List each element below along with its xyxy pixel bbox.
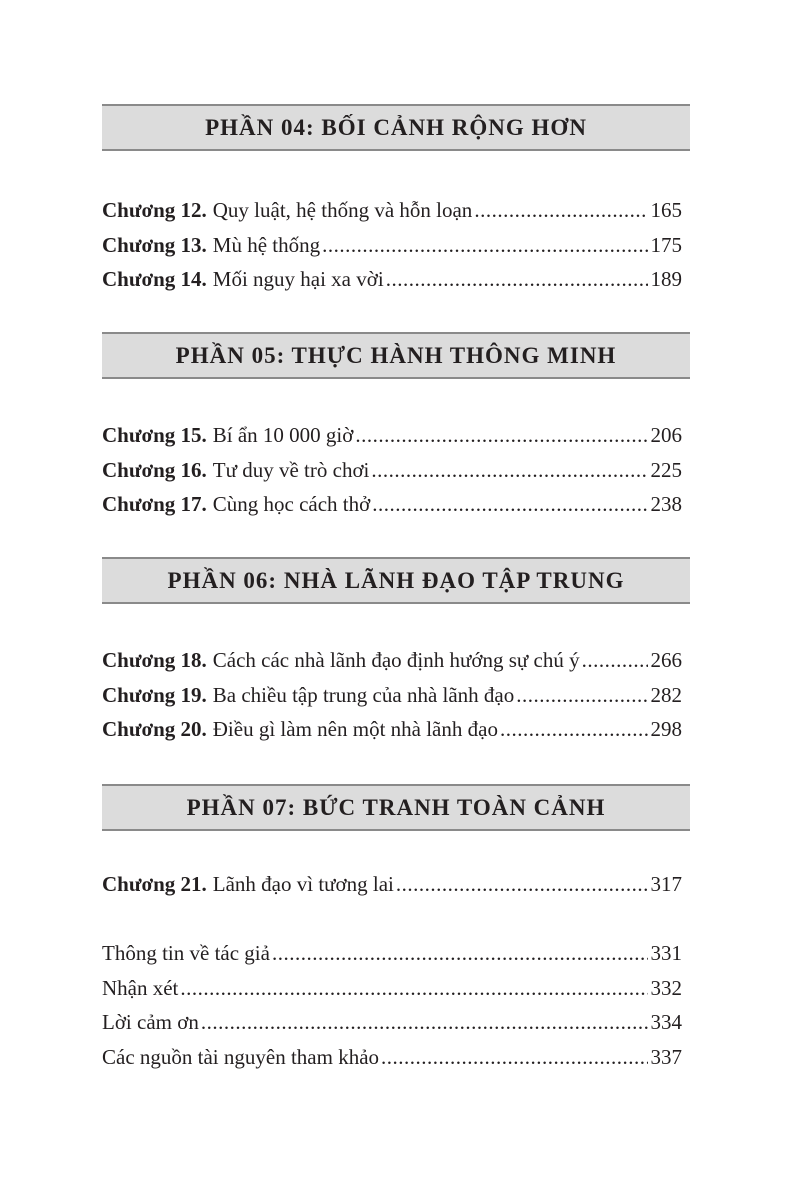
dot-leader — [201, 1005, 648, 1040]
toc-entry[interactable] — [102, 1040, 682, 1075]
chapter-title: Lãnh đạo vì tương lai — [212, 872, 394, 896]
page-number: 206 — [650, 423, 682, 447]
part-heading: PHẦN 05: THỰC HÀNH THÔNG MINH — [102, 332, 690, 379]
dot-leader — [355, 418, 647, 453]
toc-entry[interactable] — [102, 678, 682, 713]
dot-leader — [582, 643, 648, 678]
chapter-list — [102, 643, 682, 747]
chapter-number: Chương 21. — [102, 872, 207, 896]
dot-leader — [381, 1040, 647, 1075]
toc-entry[interactable] — [102, 643, 682, 678]
page-number: 282 — [650, 682, 682, 707]
chapter-number: Chương 20. — [102, 717, 207, 741]
chapter-number: Chương 19. — [102, 682, 207, 707]
part-heading: PHẦN 07: BỨC TRANH TOÀN CẢNH — [102, 784, 690, 831]
chapter-number: Chương 12. — [102, 198, 207, 222]
chapter-title: Quy luật, hệ thống và hỗn loạn — [212, 198, 473, 222]
chapter-title: Cách các nhà lãnh đạo định hướng sự chú ý — [212, 648, 580, 672]
chapter-number: Chương 15. — [102, 423, 207, 447]
toc-entry[interactable] — [102, 228, 682, 263]
toc-entry[interactable] — [102, 971, 682, 1006]
page-number: 334 — [650, 1010, 682, 1034]
dot-leader — [322, 228, 647, 263]
dot-leader — [372, 487, 647, 522]
dot-leader — [371, 453, 647, 488]
page-number: 225 — [650, 457, 682, 482]
chapter-title: Tư duy về trò chơi — [212, 457, 370, 482]
dot-leader — [272, 936, 648, 971]
dot-leader — [396, 867, 648, 902]
toc-entry[interactable] — [102, 418, 682, 453]
chapter-title: Cùng học cách thở — [212, 492, 371, 516]
chapter-list — [102, 193, 682, 297]
toc-entry[interactable] — [102, 936, 682, 971]
toc-entry[interactable] — [102, 193, 682, 228]
section-title: Nhận xét — [102, 975, 179, 1000]
toc-entry[interactable] — [102, 453, 682, 488]
chapter-list — [102, 867, 682, 902]
dot-leader — [516, 678, 647, 713]
page-number: 165 — [650, 198, 682, 222]
chapter-number: Chương 16. — [102, 457, 207, 482]
chapter-title: Mối nguy hại xa vời — [212, 267, 384, 291]
section-title: Thông tin về tác giả — [102, 941, 270, 965]
page-number: 189 — [650, 267, 682, 291]
toc-entry[interactable] — [102, 487, 682, 522]
chapter-number: Chương 14. — [102, 267, 207, 291]
page-number: 331 — [650, 941, 682, 965]
page-number: 337 — [650, 1044, 682, 1069]
section-title: Lời cảm ơn — [102, 1010, 199, 1034]
dot-leader — [386, 262, 648, 297]
chapter-title: Điều gì làm nên một nhà lãnh đạo — [212, 717, 498, 741]
page-number: 175 — [650, 232, 682, 257]
page-number: 238 — [650, 492, 682, 516]
toc-entry[interactable] — [102, 1005, 682, 1040]
page-number: 332 — [650, 975, 682, 1000]
dot-leader — [500, 712, 648, 747]
toc-entry[interactable] — [102, 867, 682, 902]
page-number: 266 — [650, 648, 682, 672]
dot-leader — [180, 971, 647, 1006]
page-number: 298 — [650, 717, 682, 741]
section-title: Các nguồn tài nguyên tham khảo — [102, 1044, 380, 1069]
chapter-title: Ba chiều tập trung của nhà lãnh đạo — [212, 682, 515, 707]
chapter-title: Bí ẩn 10 000 giờ — [212, 423, 354, 447]
chapter-number: Chương 17. — [102, 492, 207, 516]
chapter-number: Chương 18. — [102, 648, 207, 672]
dot-leader — [474, 193, 647, 228]
toc-entry[interactable] — [102, 262, 682, 297]
chapter-list — [102, 418, 682, 522]
part-heading: PHẦN 04: BỐI CẢNH RỘNG HƠN — [102, 104, 690, 151]
back-matter-list — [102, 936, 682, 1074]
page-number: 317 — [650, 872, 682, 896]
toc-entry[interactable] — [102, 712, 682, 747]
part-heading: PHẦN 06: NHÀ LÃNH ĐẠO TẬP TRUNG — [102, 557, 690, 604]
chapter-number: Chương 13. — [102, 232, 207, 257]
chapter-title: Mù hệ thống — [212, 232, 321, 257]
